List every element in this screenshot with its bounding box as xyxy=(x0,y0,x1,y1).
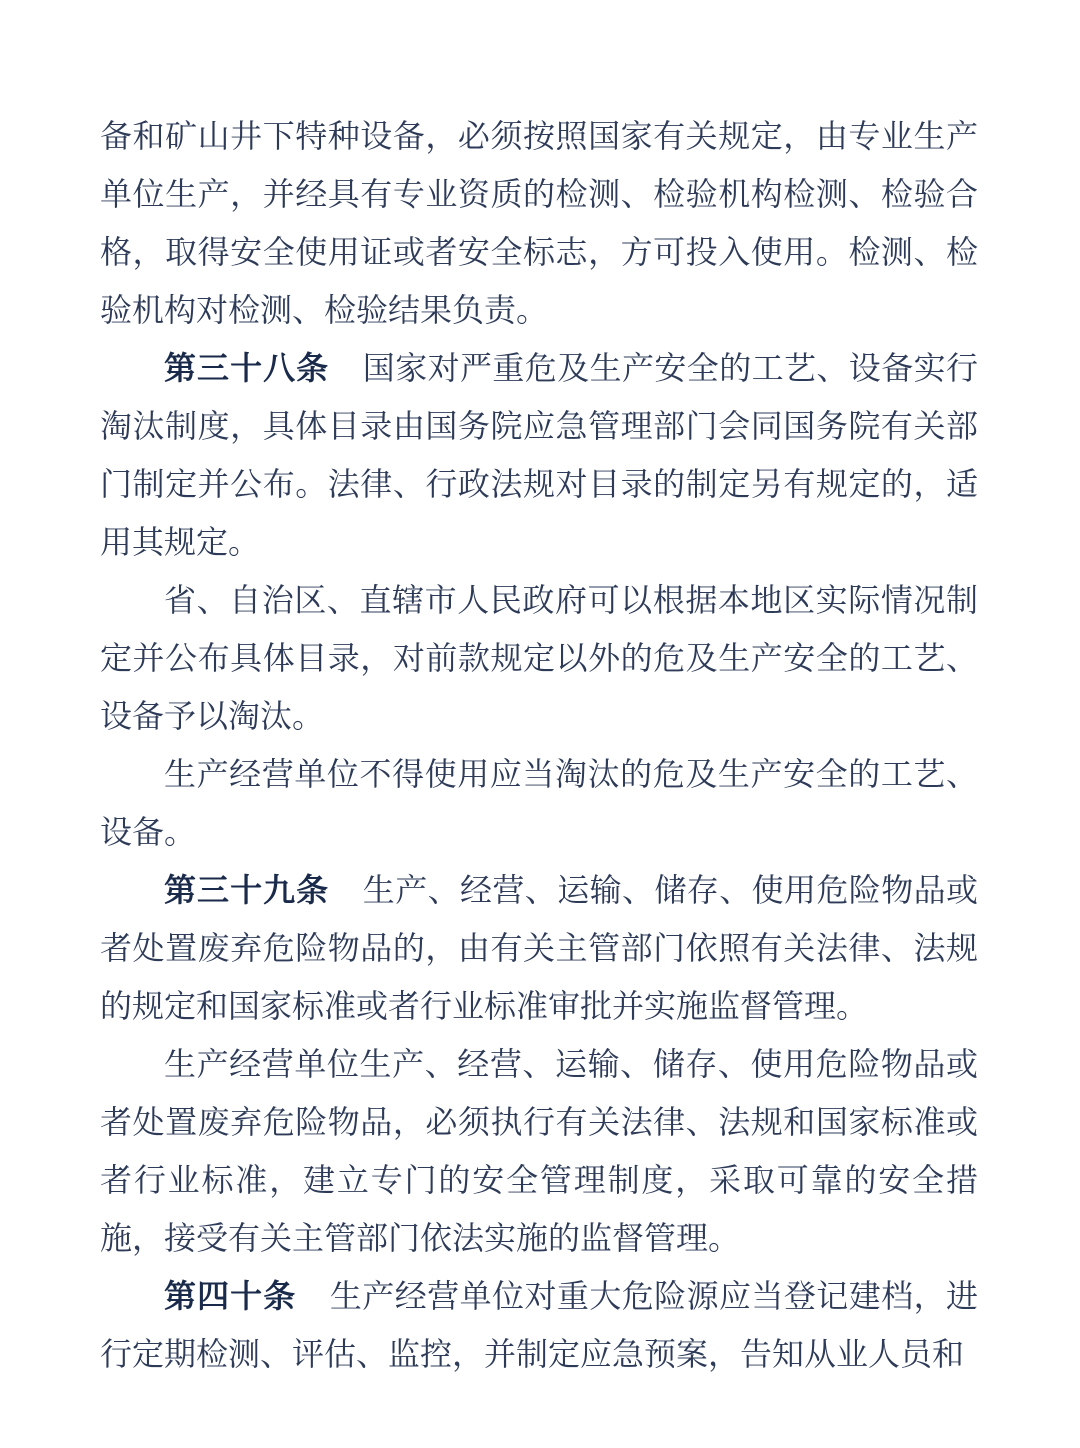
paragraph xyxy=(100,1035,978,1267)
article-number: 第三十八条 xyxy=(164,350,330,386)
paragraph-text: 省、自治区、直辖市人民政府可以根据本地区实际情况制定并公布具体目录，对前款规定以外的危及生产安全的工艺、设备予以淘汰。 xyxy=(100,582,978,734)
paragraph xyxy=(100,339,978,571)
paragraph xyxy=(100,571,978,745)
article-number: 第四十条 xyxy=(164,1278,297,1314)
paragraph xyxy=(100,745,978,861)
paragraph-text: 生产经营单位不得使用应当淘汰的危及生产安全的工艺、设备。 xyxy=(100,756,978,850)
paragraph xyxy=(100,107,978,339)
paragraph-text: 生产经营单位生产、经营、运输、储存、使用危险物品或者处置废弃危险物品，必须执行有关法律、法规和国家标准或者行业标准，建立专门的安全管理制度，采取可靠的安全措施，接受有关主管部门依法实施的监督管理。 xyxy=(100,1046,978,1256)
paragraph xyxy=(100,861,978,1035)
paragraph-text: 生产经营单位对重大危险源应当登记建档，进行定期检测、评估、监控，并制定应急预案，告知从业人员和 xyxy=(100,1278,978,1372)
paragraph-text: 备和矿山井下特种设备，必须按照国家有关规定，由专业生产单位生产，并经具有专业资质的检测、检验机构检测、检验合格，取得安全使用证或者安全标志，方可投入使用。检测、检验机构对检测、检验结果负责。 xyxy=(100,118,978,328)
paragraph-text: 国家对严重危及生产安全的工艺、设备实行淘汰制度，具体目录由国务院应急管理部门会同国务院有关部门制定并公布。法律、行政法规对目录的制定另有规定的，适用其规定。 xyxy=(100,350,978,560)
paragraph-text: 生产、经营、运输、储存、使用危险物品或者处置废弃危险物品的，由有关主管部门依照有关法律、法规的规定和国家标准或者行业标准审批并实施监督管理。 xyxy=(100,872,978,1024)
article-number: 第三十九条 xyxy=(164,872,330,908)
paragraph xyxy=(100,1267,978,1383)
document-body xyxy=(100,107,978,1383)
